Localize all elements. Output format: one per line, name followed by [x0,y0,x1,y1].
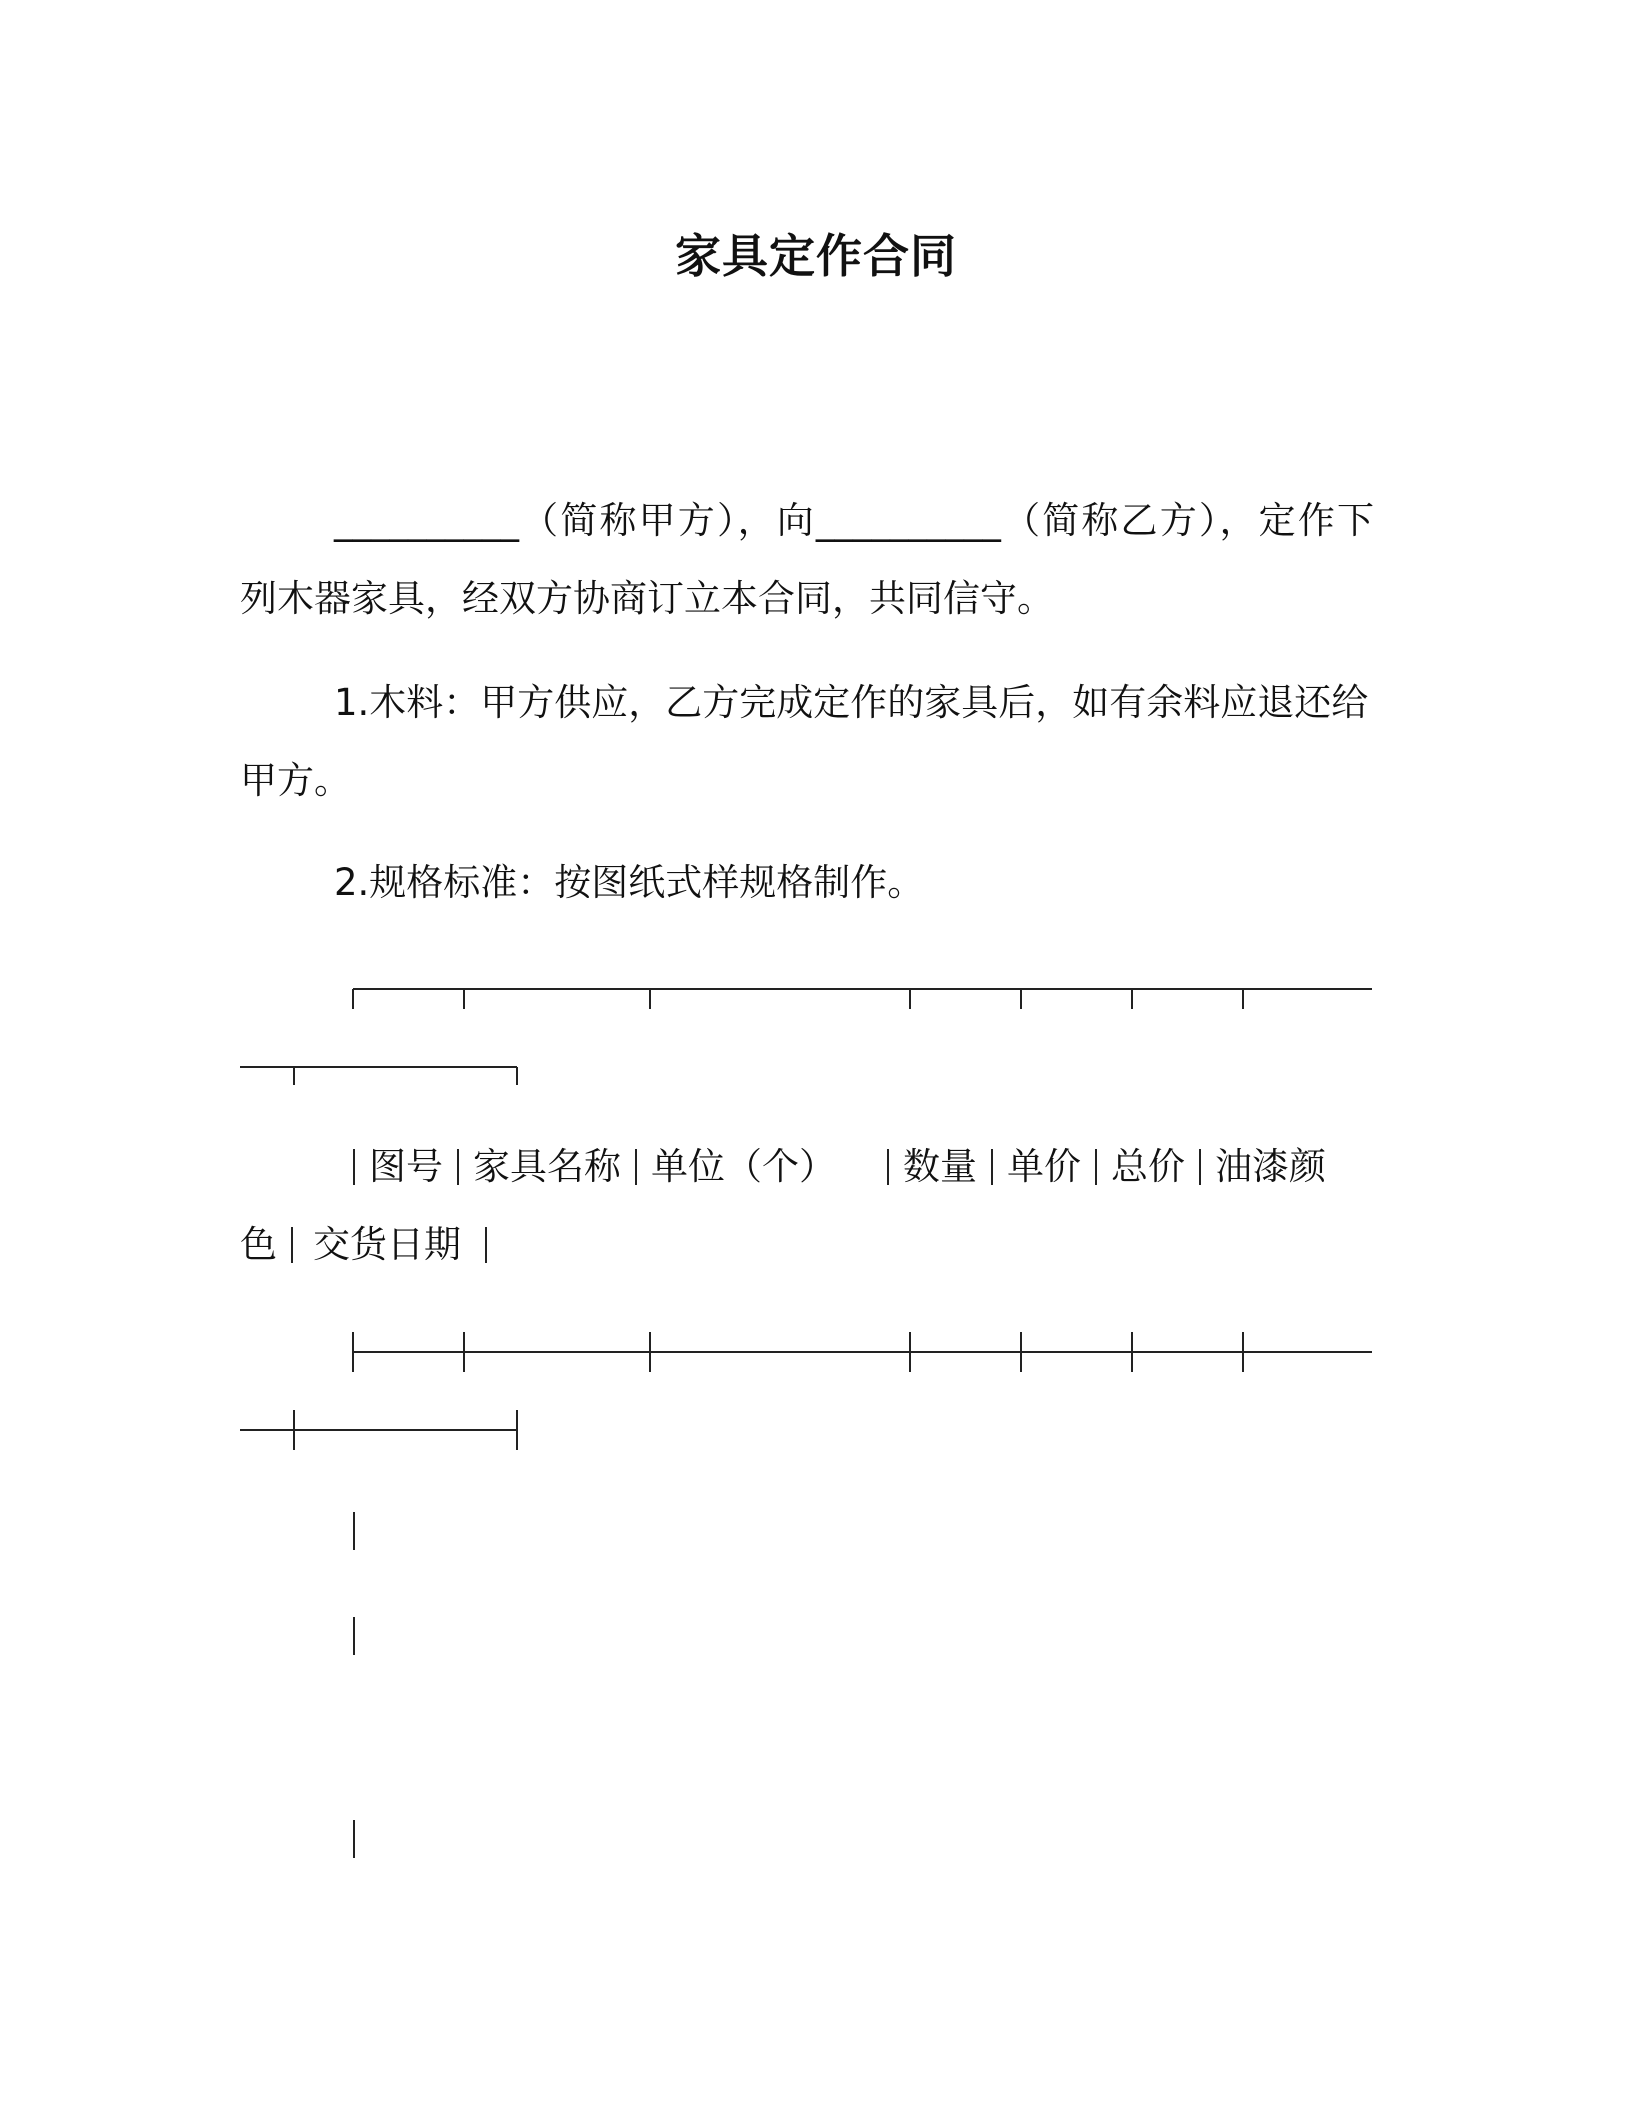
contract-title: 家具定作合同 [675,229,957,283]
table-cell-divider [991,1149,993,1185]
table-header-furniture-name: 家具名称 [473,1145,621,1188]
clause-2-line-1: 2.规格标准：按图纸式样规格制作。 [334,861,925,904]
table-header-delivery-date: 交货日期 [313,1223,461,1266]
table-header-quantity: 数量 [903,1145,977,1188]
table-header-row [353,1145,1326,1188]
table-cell-divider [1199,1149,1201,1185]
table-header-total-price: 总价 [1111,1145,1185,1188]
table-cell-divider [635,1149,637,1185]
table-cell-divider [887,1149,889,1185]
table-header-unit: 单位（个） [651,1145,836,1188]
table-top-border [0,985,1632,1085]
intro-paragraph-line-2: 列木器家具，经双方协商订立本合同，共同信守。 [240,577,1054,620]
table-cell-divider [485,1227,487,1263]
table-header-paint-color-part: 油漆颜 [1215,1145,1326,1188]
table-header-bottom-border [0,1332,1632,1452]
clause-1-line-1: 1.木料：甲方供应，乙方完成定作的家具后，如有余料应退还给 [334,681,1369,724]
table-header-unit-price: 单价 [1007,1145,1081,1188]
table-cell-divider [353,1149,355,1185]
table-row-left-border [353,1512,355,1550]
table-header-drawing-no: 图号 [369,1145,443,1188]
table-header-paint-color-tail: 色 [240,1223,277,1266]
table-row-left-border [353,1617,355,1655]
clause-1-line-2: 甲方。 [240,759,351,802]
table-cell-divider [457,1149,459,1185]
table-cell-divider [291,1227,293,1263]
intro-paragraph-line-1: __________（简称甲方），向__________（简称乙方），定作下 [334,499,1374,542]
table-row-left-border [353,1820,355,1858]
table-header-row-wrap [240,1223,501,1266]
table-cell-divider [1095,1149,1097,1185]
